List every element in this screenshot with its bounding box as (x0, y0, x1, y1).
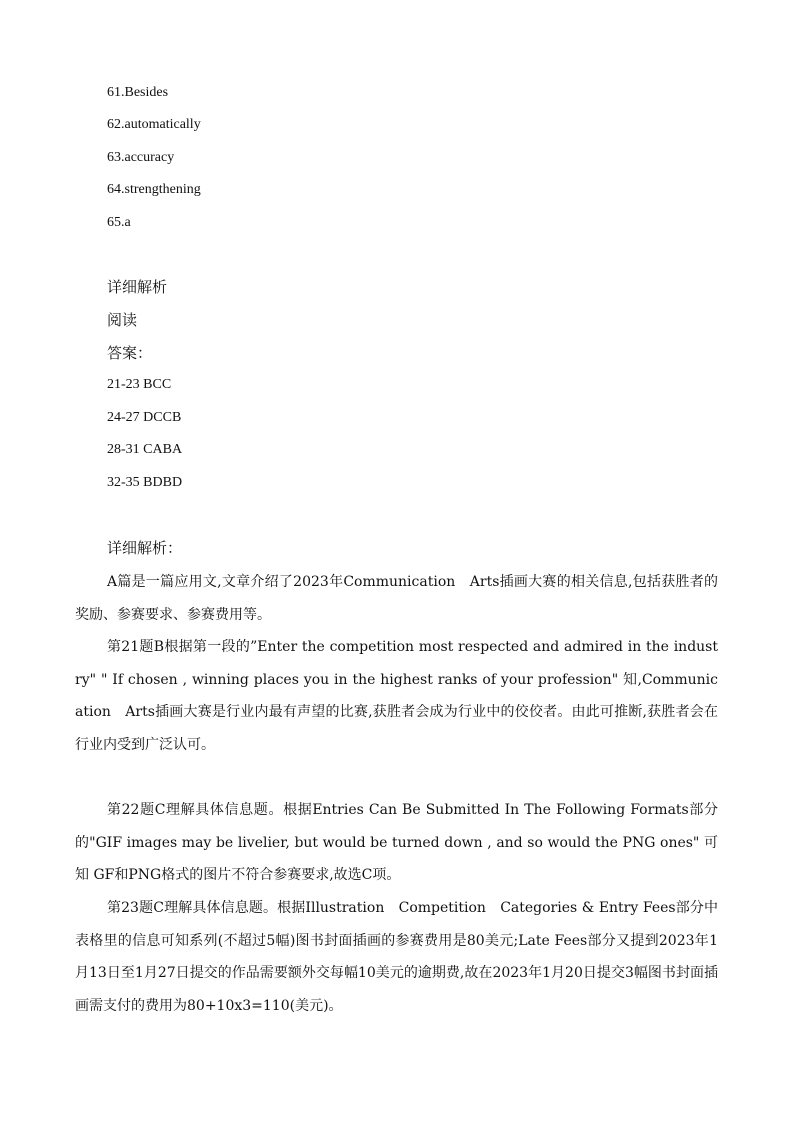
answer-65: 65.a (107, 215, 131, 230)
section-title: 详细解析 (107, 278, 168, 296)
answer-group-21-23: 21-23 BCC (107, 377, 172, 392)
answer-group-28-31: 28-31 CABA (107, 442, 183, 457)
paragraph-q22: 第22题C理解具体信息题。根据Entries Can Be Submitted In The Following Formats部分的"GIF images may be livelier, but would be turned down , and so would the PNG ones" 可知 GF和PNG格式的图片不符合参赛要求,故选C项。 (75, 802, 718, 884)
paragraph-q21: 第21题B根据第一段的”Enter the competition most respected and admired in the industry" " If chosen , winning places you in the highest ranks of your profession" 知,Communication Arts插画大赛是行业内最有声望的比赛,获胜者会成为行业中的佼佼者。由此可推断,获胜者会在行业内受到广泛认可。 (75, 639, 718, 753)
answer-63: 63.accuracy (107, 150, 175, 165)
reading-title: 阅读 (107, 311, 138, 329)
answer-62: 62.automatically (107, 117, 201, 132)
answer-64: 64.strengthening (107, 182, 201, 197)
answer-group-24-27: 24-27 DCCB (107, 410, 182, 425)
answers-label: 答案： (107, 344, 153, 362)
detail-label: 详细解析： (107, 539, 183, 557)
answer-61: 61.Besides (107, 85, 169, 100)
answer-group-32-35: 32-35 BDBD (107, 475, 183, 490)
paragraph-a-intro: A篇是一篇应用文,文章介绍了2023年Communication Arts插画大赛的相关信息,包括获胜者的奖励、参赛要求、参赛费用等。 (75, 574, 718, 623)
paragraph-q23: 第23题C理解具体信息题。根据Illustration Competition Categories & Entry Fees部分中表格里的信息可知系列(不超过5幅)图书封面插画的参赛费用是80美元;Late Fees部分又提到2023年1月13日至1月27日提交的作品需要额外交每幅10美元的逾期费,故在2023年1月20日提交3幅图书封面插画需支付的费用为80+10x3=110(美元)。 (75, 900, 718, 1014)
